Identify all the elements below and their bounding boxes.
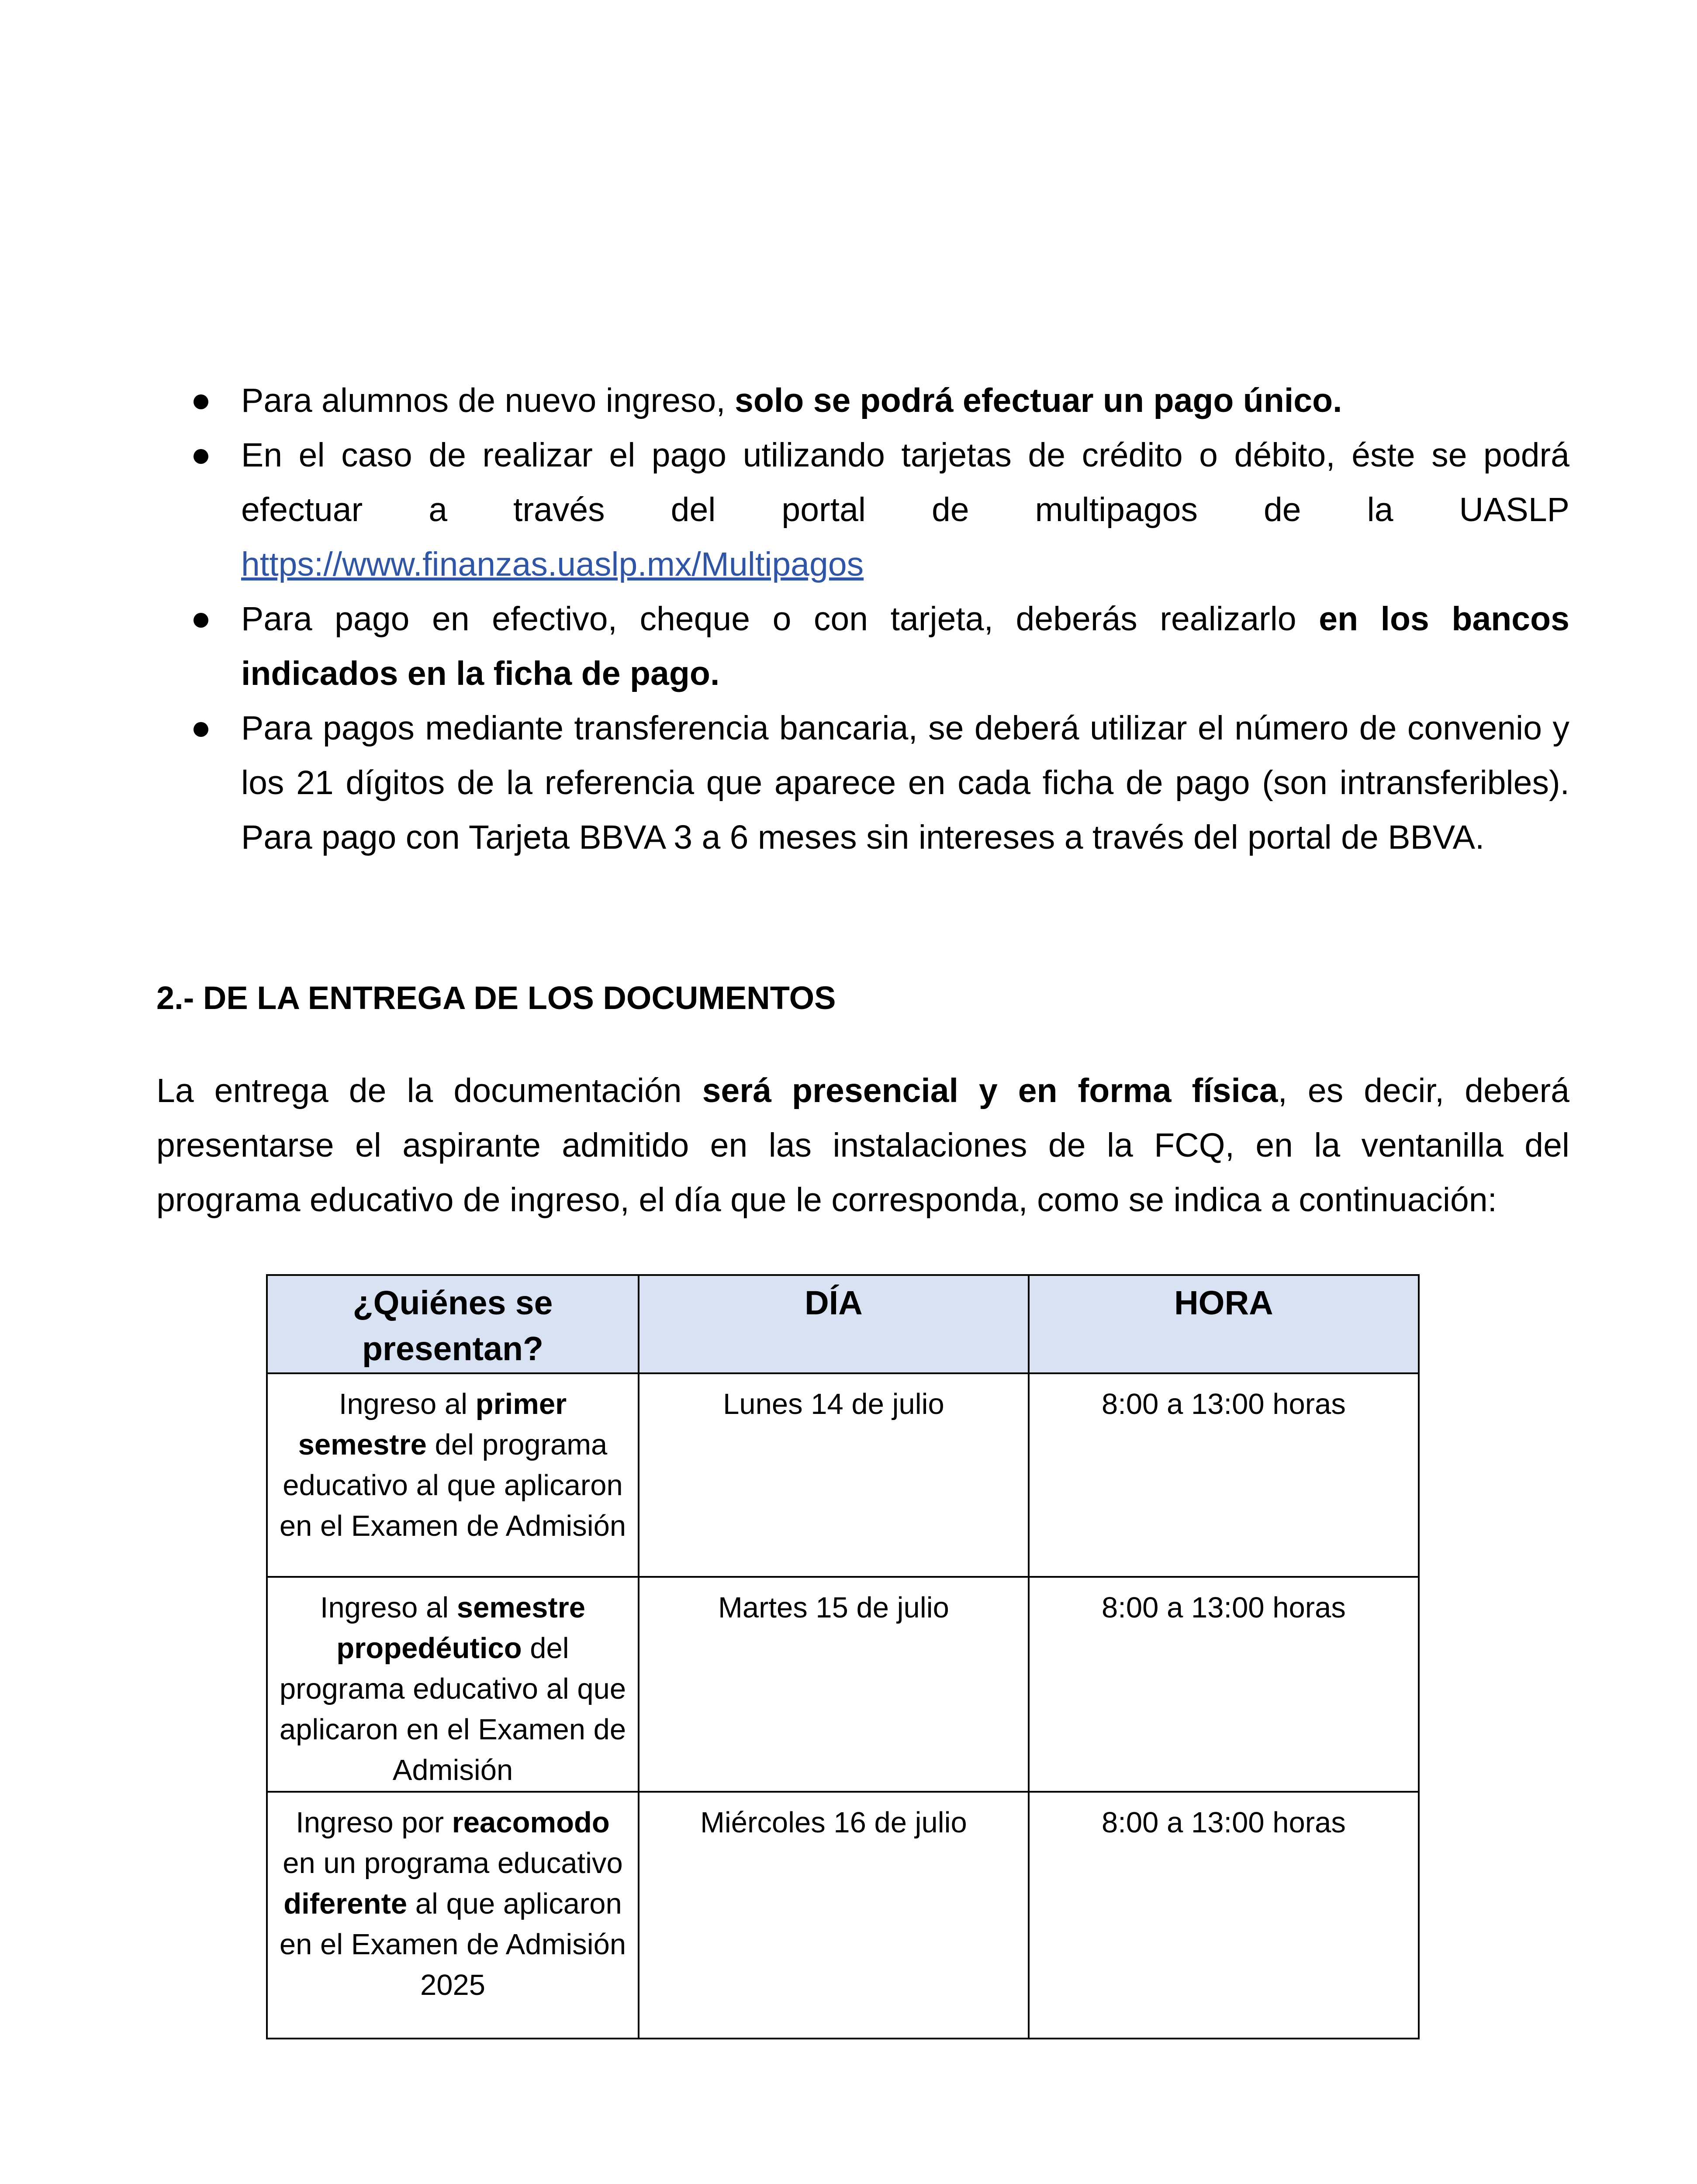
bullet-icon <box>194 449 208 464</box>
cell-who <box>267 1792 639 2039</box>
bullet-text: Para alumnos de nuevo ingreso, <box>241 382 735 419</box>
cell-text: en un programa educativo <box>283 1847 623 1880</box>
cell-bold-text: reacomodo <box>452 1806 610 1839</box>
cell-bold-text: primer semestre <box>298 1388 567 1461</box>
bullet-item <box>156 373 1569 428</box>
cell-hour: 8:00 a 13:00 horas <box>1029 1373 1419 1577</box>
cell-who <box>267 1577 639 1792</box>
table-row <box>267 1373 1419 1577</box>
bullet-text: Para pagos mediante transferencia bancaria, se deberá utilizar el número de convenio y los 21 dígitos de la referencia que aparece en cada ficha de pago (son intransferibles). Para pago con Tarjeta BBVA 3 a 6 meses sin intereses a través del portal de BBVA. <box>241 709 1569 856</box>
cell-text: Ingreso al <box>320 1591 457 1624</box>
cell-day: Lunes 14 de julio <box>639 1373 1029 1577</box>
cell-text: Ingreso al <box>339 1388 476 1420</box>
bullet-icon <box>194 613 208 628</box>
paragraph-text: La entrega de la documentación <box>156 1072 702 1109</box>
cell-text: al que aplicaron en el Examen de Admisión 2025 <box>279 1887 626 2001</box>
schedule-table <box>266 1274 1420 2039</box>
table-header-row <box>267 1275 1419 1373</box>
table-row <box>267 1577 1419 1792</box>
header-day: DÍA <box>639 1275 1029 1373</box>
table-row <box>267 1792 1419 2039</box>
bullet-bold-text: en los bancos indicados en la ficha de pago. <box>241 600 1569 692</box>
header-who: ¿Quiénes se presentan? <box>267 1275 639 1373</box>
bullet-icon <box>194 394 208 409</box>
cell-bold-text: semestre propedéutico <box>336 1591 586 1665</box>
bullet-item <box>156 701 1569 865</box>
cell-hour: 8:00 a 13:00 horas <box>1029 1577 1419 1792</box>
cell-text: del programa educativo al que aplicaron en el Examen de Admisión <box>279 1428 626 1542</box>
cell-who <box>267 1373 639 1577</box>
paragraph-bold-text: será presencial y en forma física <box>702 1072 1278 1109</box>
cell-text: Ingreso por <box>296 1806 452 1839</box>
delivery-paragraph <box>156 1064 1569 1227</box>
bullet-icon <box>194 722 208 737</box>
cell-day: Miércoles 16 de julio <box>639 1792 1029 2039</box>
bullet-bold-text: solo se podrá efectuar un pago único. <box>735 382 1342 419</box>
cell-day: Martes 15 de julio <box>639 1577 1029 1792</box>
section-heading: 2.- DE LA ENTREGA DE LOS DOCUMENTOS <box>156 980 836 1016</box>
payment-bullet-list <box>156 373 1569 865</box>
bullet-item <box>156 592 1569 701</box>
multipagos-link[interactable]: https://www.finanzas.uaslp.mx/Multipagos <box>241 546 864 583</box>
bullet-text: En el caso de realizar el pago utilizando tarjetas de crédito o débito, éste se podrá efectuar a través del portal de multipagos de la UASLP <box>241 436 1569 529</box>
cell-bold-text: diferente <box>283 1887 408 1920</box>
cell-hour: 8:00 a 13:00 horas <box>1029 1792 1419 2039</box>
cell-text: del programa educativo al que aplicaron en el Examen de Admisión <box>279 1632 626 1787</box>
paragraph-text: , es decir, deberá presentarse el aspirante admitido en las instalaciones de la FCQ, en la ventanilla del programa educativo de ingreso, el día que le corresponda, como se indica a continuación: <box>156 1072 1570 1219</box>
header-hour: HORA <box>1029 1275 1419 1373</box>
bullet-item <box>156 428 1569 592</box>
bullet-text: Para pago en efectivo, cheque o con tarjeta, deberás realizarlo <box>241 600 1319 638</box>
